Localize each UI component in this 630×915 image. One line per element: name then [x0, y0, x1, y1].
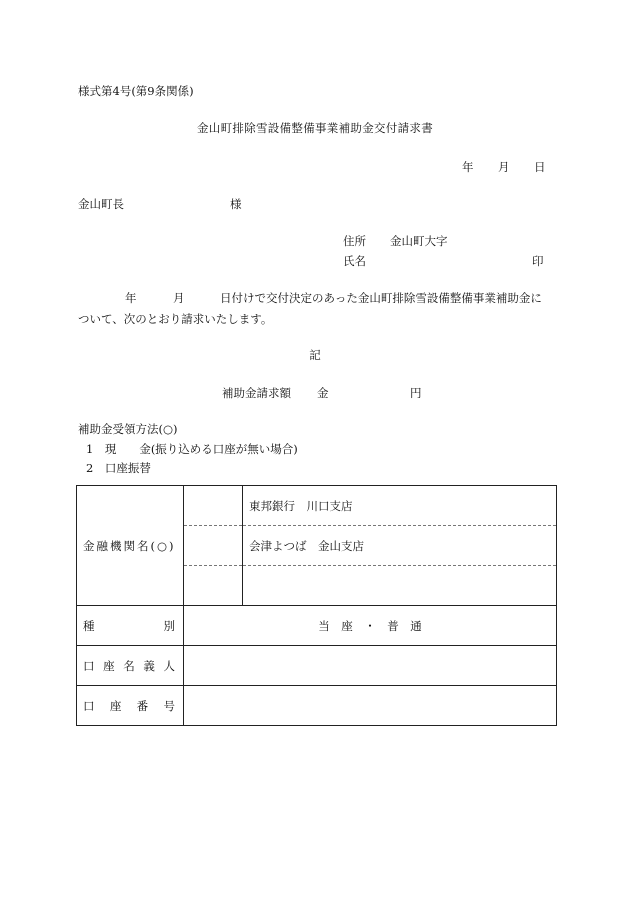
bank-select-cell-1[interactable] — [184, 486, 243, 526]
account-holder-label — [77, 646, 184, 686]
date-day: 日 — [534, 160, 546, 174]
bank-label-cell: 金融機関名(○) — [77, 486, 184, 606]
bank-row-1 — [77, 486, 557, 526]
bank-select-cell-3[interactable] — [184, 566, 243, 606]
ki-heading: 記 — [309, 348, 321, 362]
account-type-label-char: 別 — [163, 618, 175, 633]
addressee-name: 金山町長 — [78, 197, 124, 211]
amount-yen: 円 — [410, 386, 422, 400]
receipt-option-transfer: 2 口座振替 — [86, 461, 151, 475]
account-holder-label-char: 口 — [83, 658, 95, 673]
account-holder-label-char: 座 — [103, 658, 115, 673]
bank-select-cell-2[interactable] — [184, 526, 243, 566]
bank-account-table — [76, 485, 557, 726]
account-type-value[interactable]: 当 座 ・ 普 通 — [184, 606, 557, 646]
account-holder-label-char: 人 — [163, 658, 175, 673]
body-year: 年 — [125, 291, 137, 305]
date-year: 年 — [462, 160, 474, 174]
body-line1: 日付けで交付決定のあった金山町排除雪設備整備事業補助金に — [220, 291, 542, 305]
receipt-method-heading: 補助金受領方法(○) — [78, 422, 178, 436]
date-month: 月 — [498, 160, 510, 174]
account-number-label-char: 座 — [109, 698, 122, 713]
bank-name-cell-2: 会津よつば 金山支店 — [243, 526, 557, 566]
name-label: 氏名 — [343, 254, 366, 268]
account-holder-label-char: 名 — [123, 658, 135, 673]
account-number-label-char: 番 — [136, 698, 149, 713]
document-title: 金山町排除雪設備整備事業補助金交付請求書 — [197, 121, 433, 135]
body-line2: ついて、次のとおり請求いたします。 — [78, 312, 273, 326]
account-number-row — [77, 686, 557, 726]
account-number-label-char: 号 — [163, 698, 175, 713]
bank-name-cell-3[interactable] — [243, 566, 557, 606]
account-type-row — [77, 606, 557, 646]
account-holder-row — [77, 646, 557, 686]
receipt-option-cash: 1 現 金(振り込める口座が無い場合) — [86, 442, 298, 456]
body-month: 月 — [173, 291, 185, 305]
account-number-label-char: 口 — [83, 698, 95, 713]
form-number-label: 様式第4号(第9条関係) — [78, 84, 194, 98]
account-holder-label-char: 義 — [143, 658, 155, 673]
account-number-label — [77, 686, 184, 726]
address-label: 住所 — [343, 234, 366, 248]
amount-label: 補助金請求額 — [222, 386, 291, 400]
account-holder-field[interactable] — [184, 646, 557, 686]
amount-kin: 金 — [317, 386, 329, 400]
account-number-field[interactable] — [184, 686, 557, 726]
addressee-honorific: 様 — [230, 197, 242, 211]
seal-mark: 印 — [532, 254, 544, 268]
account-type-label — [77, 606, 184, 646]
address-value: 金山町大字 — [390, 234, 448, 248]
account-type-label-char: 種 — [83, 618, 95, 633]
bank-name-cell-1: 東邦銀行 川口支店 — [243, 486, 557, 526]
